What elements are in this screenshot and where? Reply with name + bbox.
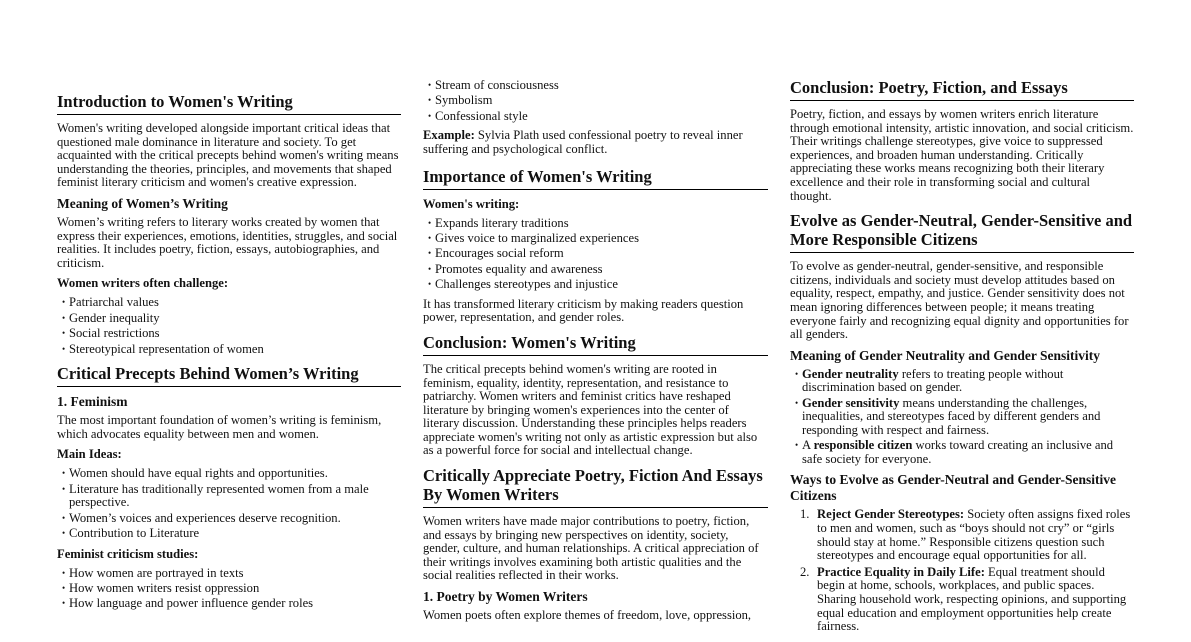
list-item: [796, 368, 1134, 395]
example-text: Sylvia Plath used confessional poetry to reveal inner suffering and psychological conflict.: [423, 128, 743, 156]
gender-meaning-heading: Meaning of Gender Neutrality and Gender Sensitivity: [790, 347, 1100, 363]
evolve-section: [790, 211, 1134, 634]
item-text: works toward creating an inclusive and safe society for everyone.: [802, 438, 1114, 466]
column-2: [423, 79, 768, 631]
importance-heading: Importance of Women's Writing: [423, 167, 768, 190]
list-item: • Stream of consciousness: [429, 79, 768, 93]
column-1: [57, 92, 401, 619]
main-ideas-list: [57, 467, 401, 540]
item-text: means understanding the challenges, inequalities, and stereotypes faced by different genders and responding with respect and fairness.: [802, 395, 1101, 437]
intro-heading: Introduction to Women's Writing: [57, 92, 401, 115]
meaning-paragraph: Women’s writing refers to literary works created by women that express their experiences, emotions, identities, struggles, and social realities. It includes poetry, fiction, essays, autobiographies, and criticism.: [57, 214, 398, 270]
item-prefix: A: [802, 438, 814, 453]
poetry-heading: 1. Poetry by Women Writers: [423, 589, 588, 605]
conclusion-paragraph: The critical precepts behind women's writing are rooted in feminism, equality, identity, representation, and resistance to patriarchy. Women writers and feminist critics have reshaped literature by bringing women's experiences into the center of literary discussion. Understanding these principles helps readers appreciate women's writing not only as artistic expression but also as a powerful force for social and intellectual change.: [423, 361, 758, 458]
item-number: 1.: [800, 507, 810, 522]
list-item: • How language and power influence gender roles: [63, 597, 401, 611]
list-item: • Social restrictions: [63, 327, 401, 341]
list-item: [790, 508, 1134, 562]
meaning-heading: Meaning of Women’s Writing: [57, 195, 228, 211]
item-term: Gender sensitivity: [802, 395, 900, 410]
ways-list: [790, 508, 1134, 633]
item-term: responsible citizen: [813, 438, 913, 453]
list-item: [790, 566, 1134, 634]
list-item: • Women’s voices and experiences deserve recognition.: [63, 512, 401, 526]
appreciate-section: [423, 466, 768, 623]
item-number: 2.: [800, 564, 810, 579]
list-item: • How women are portrayed in texts: [63, 567, 401, 581]
item-term: Gender neutrality: [802, 366, 899, 381]
evolve-paragraph: To evolve as gender-neutral, gender-sensitive, and responsible citizens, individuals and society must develop attitudes based on equality, respect, empathy, and justice. Gender sensitivity does not mean ignoring differences between people; it means treating everyone fairly and recognizing equal dignity and opportunities for all genders.: [790, 259, 1129, 342]
list-item: • Patriarchal values: [63, 296, 401, 310]
list-item: • Gives voice to marginalized experiences: [429, 232, 768, 246]
list-item: • Promotes equality and awareness: [429, 263, 768, 277]
item-text: Society often assigns fixed roles to men and women, such as “boys should not cry” or “girls should stay at home.” Responsible citizens question such stereotypes and encourage equal opportunities for all.: [817, 507, 1131, 563]
example-label: Example:: [423, 128, 475, 143]
challenge-label: Women writers often challenge:: [57, 276, 229, 291]
item-term: Practice Equality in Daily Life:: [817, 564, 985, 579]
intro-section: [57, 92, 401, 356]
appreciate-heading: Critically Appreciate Poetry, Fiction And Essays By Women Writers: [423, 466, 768, 508]
list-item: [796, 439, 1134, 466]
main-ideas-label: Main Ideas:: [57, 447, 122, 462]
styles-list: [423, 79, 768, 123]
challenge-list: [57, 296, 401, 356]
example-paragraph: [423, 129, 768, 156]
list-item: • How women writers resist oppression: [63, 582, 401, 596]
item-text: Equal treatment should begin at home, schools, workplaces, and public spaces. Sharing household work, respecting opinions, and supporting equal education and employment opportunities help create fairness.: [817, 564, 1127, 634]
list-item: • Literature has traditionally represented women from a male perspective.: [63, 483, 401, 510]
studies-label: Feminist criticism studies:: [57, 546, 199, 561]
list-item: • Symbolism: [429, 94, 768, 108]
importance-section: [423, 167, 768, 325]
importance-paragraph: It has transformed literary criticism by making readers question power, representation, and gender roles.: [423, 296, 744, 325]
list-item: • Expands literary traditions: [429, 217, 768, 231]
importance-label: Women's writing:: [423, 196, 520, 211]
ways-heading: Ways to Evolve as Gender-Neutral and Gender-Sensitive Citizens: [790, 472, 1116, 504]
precepts-heading: Critical Precepts Behind Women’s Writing: [57, 364, 401, 387]
list-item: • Gender inequality: [63, 312, 401, 326]
studies-list: [57, 567, 401, 611]
appreciate-paragraph: Women writers have made major contributions to poetry, fiction, and essays by bringing new perspectives on identity, society, gender, culture, and human relationships. A critical appreciation of their writings involves examining both artistic qualities and the social realities reflected in their works.: [423, 514, 759, 583]
column-3: [790, 78, 1134, 642]
gender-meaning-list: [790, 368, 1134, 467]
list-item: • Encourages social reform: [429, 247, 768, 261]
conclusion-section: [423, 333, 768, 458]
list-item: • Women should have equal rights and opportunities.: [63, 467, 401, 481]
feminism-heading: 1. Feminism: [57, 394, 128, 410]
list-item: • Confessional style: [429, 110, 768, 124]
importance-list: [423, 217, 768, 292]
list-item: • Contribution to Literature: [63, 527, 401, 541]
list-item: [796, 397, 1134, 438]
intro-paragraph: Women's writing developed alongside important critical ideas that questioned male dominance in literature and society. To get acquainted with the critical precepts behind women's writing means understanding the theories, principles, and movements that shaped feminist literary criticism and women's creative expression.: [57, 121, 399, 190]
poetry-paragraph: Women poets often explore themes of freedom, love, oppression,: [423, 608, 752, 623]
final-conclusion-heading: Conclusion: Poetry, Fiction, and Essays: [790, 78, 1134, 101]
precepts-section: [57, 364, 401, 611]
item-text: refers to treating people without discrimination based on gender.: [802, 366, 1064, 395]
final-conclusion-section: [790, 78, 1134, 203]
conclusion-heading: Conclusion: Women's Writing: [423, 333, 768, 356]
final-conclusion-paragraph: Poetry, fiction, and essays by women writers enrich literature through emotional intensity, artistic innovation, and social criticism. Their writings challenge stereotypes, give voice to suppressed experiences, and broaden human understanding. Critically appreciating these works means recognizing both their literary excellence and their role in transforming social and cultural thought.: [790, 107, 1134, 203]
evolve-heading: Evolve as Gender-Neutral, Gender-Sensitive and More Responsible Citizens: [790, 211, 1134, 253]
item-term: Reject Gender Stereotypes:: [817, 507, 965, 522]
feminism-paragraph: The most important foundation of women’s writing is feminism, which advocates equality between men and women.: [57, 413, 382, 441]
list-item: • Stereotypical representation of women: [63, 343, 401, 357]
list-item: • Challenges stereotypes and injustice: [429, 278, 768, 292]
